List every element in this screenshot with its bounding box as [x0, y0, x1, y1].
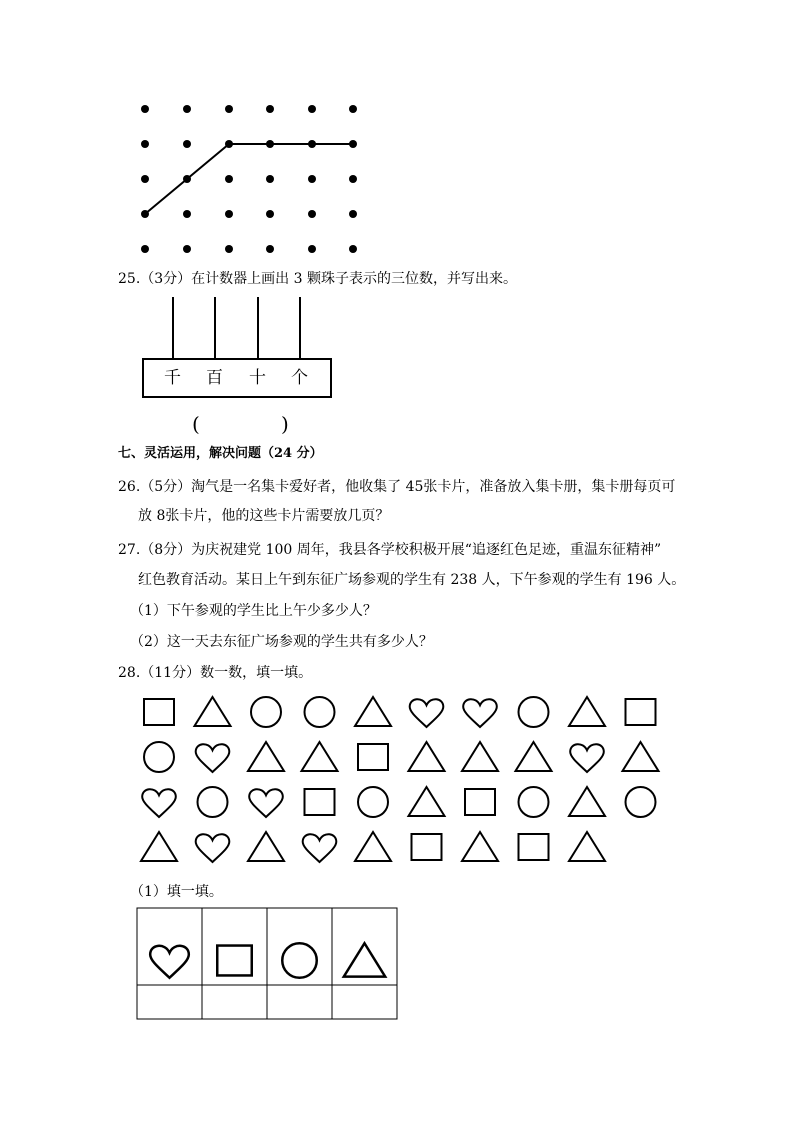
square-shape: [217, 946, 252, 976]
q27-sub2: （2）这一天去东征广场参观的学生共有多少人？: [130, 634, 433, 650]
triangle-shape: [344, 943, 385, 976]
circle-shape: [282, 943, 317, 978]
abacus-label-tens: 十: [249, 368, 266, 388]
q28-sub1: （1）填一填。: [130, 884, 223, 900]
abacus-label-ones: 个: [291, 368, 308, 388]
q27-line2: 红色教育活动。某日上午到东征广场参观的学生有 238 人，下午参观的学生有 196 人。: [138, 572, 686, 588]
answer-paren-close: ): [281, 412, 289, 436]
q26-line1: 26.（5分）淘气是一名集卡爱好者，他收集了 45张卡片，准备放入集卡册，集卡册每页可: [118, 479, 676, 495]
heart-shape: [150, 946, 189, 978]
answer-paren-open: (: [192, 412, 200, 436]
q27-line1: 27.（8分）为庆祝建党 100 周年，我县各学校积极开展“追逐红色足迹，重温东征精神”: [118, 542, 662, 558]
q26-line2: 放 8张卡片，他的这些卡片需要放几页？: [138, 508, 390, 524]
abacus-label-hundreds: 百: [206, 368, 223, 388]
section-title: 七、灵活运用，解决问题（24 分）: [118, 446, 323, 461]
q25-text: 25.（3分）在计数器上画出 3 颗珠子表示的三位数，并写出来。: [118, 271, 517, 287]
q27-sub1: （1）下午参观的学生比上午少多少人？: [130, 603, 377, 619]
abacus-label-thousands: 千: [164, 368, 181, 388]
q28-text: 28.（11分）数一数，填一填。: [118, 665, 313, 681]
